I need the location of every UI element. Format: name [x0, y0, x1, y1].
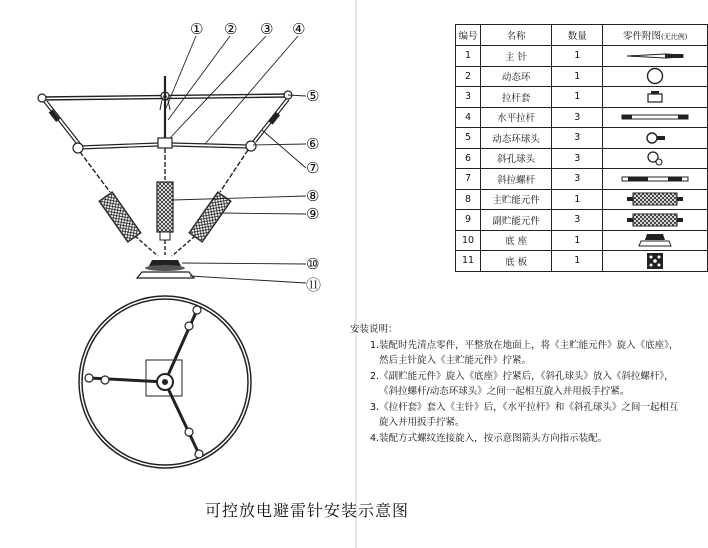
cell-qty: 1 — [552, 230, 603, 251]
needle-icon — [603, 46, 708, 67]
callout-4: ④ — [292, 20, 306, 38]
top-view — [79, 296, 251, 468]
cell-qty: 1 — [552, 87, 603, 108]
cell-qty: 1 — [552, 251, 603, 272]
callout-2: ② — [224, 20, 238, 38]
callout-7: ⑦ — [306, 159, 320, 177]
cell-name: 底 板 — [481, 251, 552, 272]
table-row — [456, 251, 708, 272]
table-row — [456, 230, 708, 251]
cell-name: 副贮能元件 — [481, 210, 552, 231]
oblique-ball-icon — [603, 148, 708, 169]
cell-no: 10 — [456, 230, 481, 251]
callout-5: ⑤ — [306, 87, 320, 105]
cell-name: 主 针 — [481, 46, 552, 67]
cell-no: 8 — [456, 189, 481, 210]
table-row — [456, 210, 708, 231]
header-drawing: 零件附图(无比例) — [603, 25, 708, 46]
drawing-caption: 可控放电避雷针安装示意图 — [205, 501, 410, 520]
ball-head-icon — [603, 128, 708, 149]
table-row — [456, 148, 708, 169]
callout-8: ⑧ — [306, 187, 320, 205]
leader-lines — [166, 36, 306, 283]
cell-no: 6 — [456, 148, 481, 169]
cell-qty: 3 — [552, 107, 603, 128]
rod-icon — [603, 107, 708, 128]
table-row — [456, 169, 708, 190]
note-line: 3.《拉杆套》套入《主针》后，《水平拉杆》和《斜孔球头》之间一起相互 — [370, 401, 679, 413]
note-line: 4.装配方式螺纹连接旋入，按示意图箭头方向指示装配。 — [370, 432, 608, 444]
cell-name: 动态环球头 — [481, 128, 552, 149]
cell-name: 拉杆套 — [481, 87, 552, 108]
cell-qty: 1 — [552, 189, 603, 210]
note-line: 2.《副贮能元件》旋入《底座》拧紧后，《斜孔球头》放入《斜拉螺杆》， — [370, 370, 674, 382]
callout-10: ⑩ — [306, 255, 320, 273]
sub-energy-element-icon — [603, 210, 708, 231]
cell-qty: 3 — [552, 169, 603, 190]
header-no: 编号 — [456, 25, 481, 46]
base-icon — [603, 230, 708, 251]
notes-title: 安装说明： — [350, 324, 398, 335]
installation-notes — [350, 322, 700, 446]
cell-no: 3 — [456, 87, 481, 108]
cell-no: 1 — [456, 46, 481, 67]
sleeve-icon — [603, 87, 708, 108]
table-row — [456, 107, 708, 128]
cell-no: 2 — [456, 66, 481, 87]
callout-3: ③ — [260, 20, 274, 38]
cell-qty: 3 — [552, 210, 603, 231]
cell-no: 9 — [456, 210, 481, 231]
cell-no: 11 — [456, 251, 481, 272]
table-row — [456, 66, 708, 87]
note-line: 1.装配时先清点零件，平整放在地面上，将《主贮能元件》旋入《底座》， — [370, 339, 679, 351]
cell-name: 底 座 — [481, 230, 552, 251]
header-name: 名称 — [481, 25, 552, 46]
callout-1: ① — [190, 20, 204, 38]
cell-name: 水平拉杆 — [481, 107, 552, 128]
cell-name: 动态环 — [481, 66, 552, 87]
note-line: 然后主针旋入《主贮能元件》拧紧。 — [379, 355, 532, 366]
side-view — [38, 76, 292, 278]
cell-no: 7 — [456, 169, 481, 190]
cell-name: 斜拉螺杆 — [481, 169, 552, 190]
table-row — [456, 87, 708, 108]
cell-name: 斜孔球头 — [481, 148, 552, 169]
cell-qty: 1 — [552, 46, 603, 67]
callout-11: ⑪ — [306, 276, 322, 294]
base-plate-icon — [603, 251, 708, 272]
cell-no: 4 — [456, 107, 481, 128]
callout-9: ⑨ — [306, 205, 320, 223]
cell-qty: 3 — [552, 148, 603, 169]
note-line: 旋入并用扳手拧紧。 — [379, 417, 465, 428]
cell-name: 主贮能元件 — [481, 189, 552, 210]
table-header-row — [456, 25, 708, 46]
header-qty: 数量 — [552, 25, 603, 46]
cell-qty: 1 — [552, 66, 603, 87]
callout-6: ⑥ — [306, 135, 320, 153]
cell-qty: 3 — [552, 128, 603, 149]
screw-rod-icon — [603, 169, 708, 190]
parts-table — [455, 24, 708, 272]
table-row — [456, 189, 708, 210]
cell-no: 5 — [456, 128, 481, 149]
note-line: 《斜拉螺杆/动态环球头》之间一起相互旋入并用扳手拧紧。 — [379, 386, 630, 397]
table-row — [456, 128, 708, 149]
ring-icon — [603, 66, 708, 87]
main-energy-element-icon — [603, 189, 708, 210]
table-row — [456, 46, 708, 67]
